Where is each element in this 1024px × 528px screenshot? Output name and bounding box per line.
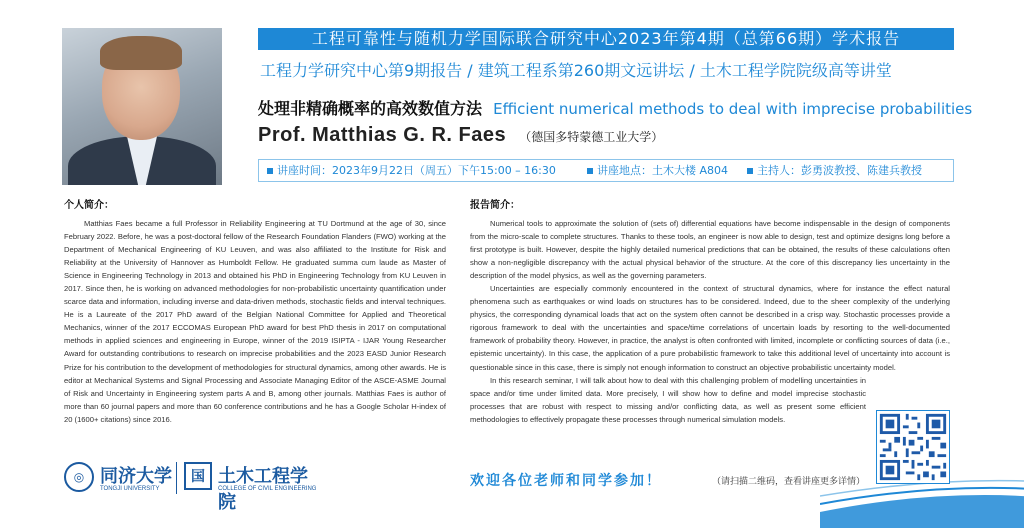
abstract-paragraph-1: Numerical tools to approximate the solution of (sets of) differential equations have become indispensable in the design of components from the micro-scale to complete structures. Thanks to these tools, an engineer is now able to design, test and optimize designs long before a first prototype is built. However, despite the highly detailed numerical predictions that can be obtained, the results of these calculations often show a non-negligible discrepancy with the actual physical behavior of the structure. At the core of this discrepancy lies uncertainty in the description of the model physics, as well as the governing parameters.: [470, 219, 950, 281]
bio-heading: 个人简介：: [64, 200, 114, 211]
civil-engineering-seal-icon: 国: [184, 462, 212, 490]
series-subtitle: 工程力学研究中心第9期报告 / 建筑工程系第260期文远讲坛 / 土木工程学院院级高等讲堂: [260, 61, 892, 80]
talk-title-en: Efficient numerical methods to deal with imprecise probabilities: [493, 100, 973, 118]
civil-college-name-en: COLLEGE OF CIVIL ENGINEERING: [218, 486, 317, 492]
tongji-name: 同济大学: [100, 466, 172, 487]
abstract-heading: 报告简介：: [470, 200, 520, 211]
welcome-text: 欢迎各位老师和同学参加！: [470, 473, 662, 489]
info-bar: [258, 159, 954, 182]
bio-section: [64, 196, 446, 426]
tongji-name-en: TONGJI UNIVERSITY: [100, 486, 160, 492]
qr-code-icon: [877, 411, 949, 483]
abstract-paragraph-3: In this research seminar, I will talk about how to deal with this challenging problem of modelling uncertainties in space and/or time under limited data. More precisely, I will show how to define and model imprecise stochastic processes that are robust with respect to missing and/or conflicting data, as well as present some efficient methodologies to effectively propagate these processes through numerical simulation models.: [470, 375, 866, 424]
bullet-icon: [587, 168, 593, 174]
civil-college-name: 土木工程学院: [218, 466, 308, 513]
institution-logos: [64, 458, 324, 513]
scan-note: （请扫描二维码，查看讲座更多详情）: [712, 477, 866, 487]
speaker-portrait: [62, 28, 222, 185]
talk-title-cn: 处理非精确概率的高效数值方法: [258, 99, 483, 118]
abstract-paragraph-2: Uncertainties are especially commonly encountered in the context of structural dynamics, where for instance the effect natural phenomena such as earthquakes or wind loads on structures has to be considered. Indeed, due to the sheer complexity of the underlying physics, the corresponding dynamical loads that act on the system often cannot be described in a crisp way. Stochastic processes provide a rigorous framework to deal with the uncertainties and space/time correlations of uncertain loads by resorting to the well-documented framework of probability theory. However, in practice, the analyst is often confronted with limited, incomplete or conflicting sources of data (i.e., epistemic uncertainty). In this case, the application of a pure probabilistic framework to take this additional level of uncertainty into account is questionable since in this case, there is simply not enough information to construct an objective probabilistic uncertainty model.: [470, 284, 950, 372]
speaker-name: Prof. Matthias G. R. Faes: [258, 124, 507, 146]
info-host: 主持人：彭勇波教授、陈建兵教授: [747, 160, 922, 181]
qr-code[interactable]: [876, 410, 950, 484]
bio-text: Matthias Faes became a full Professor in Reliability Engineering at TU Dortmund at the age of 30, since February 2022. Before, he was a post-doctoral fellow of the Research Foundation Flanders (FWO) working at the Department of Mechanical Engineering of KU Leuven, and was also affiliated to the Institute for Risk and Reliability at the University of Hannover as Humboldt Fellow. He graduated summa cum laude as Master of Science in Engineering Technology in 2013 and obtained his PhD in Engineering Technology from KU Leuven in 2017. Since then, he is working on advanced methodologies for non-probabilistic uncertainty quantification under scarce data and information, including inverse and data-driven methods, stochastic fields and interval techniques. He is a Laureate of the 2017 PhD award of the Belgian National Committee for Applied and Theoretical Mechanics, winner of the 2017 ECCOMAS European PhD award for best PhD thesis in 2017 on computational methods in applied sciences and engineering in Europe, winner of the 2019 ISIPTA - IJAR Young Researcher Award for outstanding contributions to research on imprecise probabilities and the 2023 EASD Junior Research Prize for his contribution to the development of methodologies for structural dynamics, among other awards. He is editor at Mechanical Systems and Signal Processing and Associate Managing Editor of the ASCE-ASME Journal of Risk and Uncertainty in Engineering system parts A and B, among other journals. Matthias Faes is author of more than 60 journal papers and more than 60 conference contributions and he has a Google Scholar H-index of 20 (1600+ citations) since 2016.: [64, 219, 446, 424]
talk-title: [258, 96, 973, 119]
bullet-icon: [267, 168, 273, 174]
logo-divider: [176, 462, 177, 494]
tongji-seal-icon: ◎: [64, 462, 94, 492]
speaker: [258, 124, 663, 147]
info-time: 讲座时间：2023年9月22日（周五）下午15:00 – 16:30: [267, 160, 556, 181]
abstract-section: [470, 196, 950, 426]
bullet-icon: [747, 168, 753, 174]
event-banner: 工程可靠性与随机力学国际联合研究中心2023年第4期（总第66期）学术报告: [258, 28, 954, 50]
info-place: 讲座地点：土木大楼 A804: [587, 160, 728, 181]
speaker-affiliation: （德国多特蒙德工业大学）: [519, 130, 664, 144]
